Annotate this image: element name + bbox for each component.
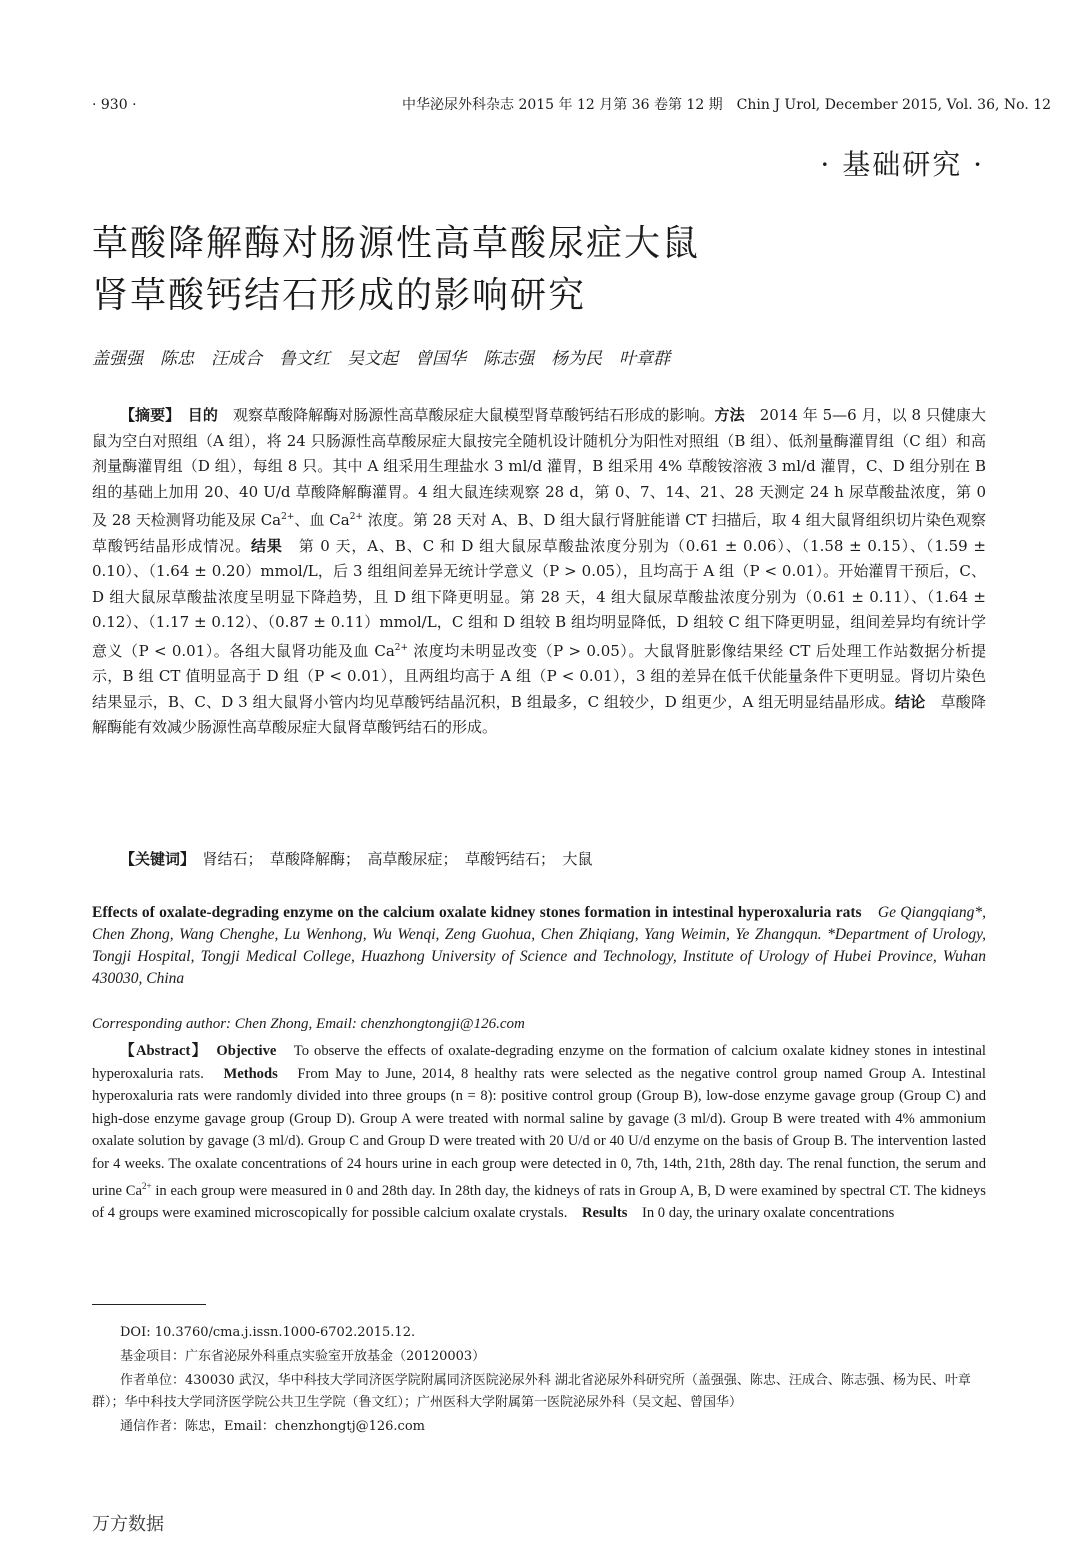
- en-results-label: Results: [581, 1205, 628, 1222]
- footnote-divider: [92, 1304, 206, 1305]
- en-methods-label: Methods: [223, 1065, 278, 1082]
- results-text-a: 第 0 天，A、B、C 和 D 组大鼠尿草酸盐浓度分别为（0.61 ± 0.06）、（1.58 ± 0.15）、（1.59 ± 0.10）、（1.64 ± 0.20）mmol/L，后 3 组组间差异无统计学意义（P > 0.05），且均高于 A 组（P < 0.01）。开始灌胃干预后，C、D 组大鼠尿草酸盐浓度呈明显下降趋势，且 D 组下降更明显。第 28 天，4 组大鼠尿草酸盐浓度分别为（0.61 ± 0.11）、（1.64 ± 0.12）、（1.17 ± 0.12）、（0.87 ± 0.11）mmol/L，C 组和 D 组较 B 组均明显降低，D 组较 C 组下降更明显，组间差异均有统计学意义（P < 0.01）。各组大鼠肾功能及血 Ca: [92, 536, 986, 660]
- title-line-2: 肾草酸钙结石形成的影响研究: [92, 275, 587, 316]
- keywords-text: 肾结石； 草酸降解酶； 高草酸尿症； 草酸钙结石； 大鼠: [202, 850, 593, 868]
- en-results-text: In 0 day, the urinary oxalate concentrations: [641, 1205, 895, 1222]
- ca-superscript: 2+: [349, 512, 363, 522]
- fund-note: 基金项目：广东省泌尿外科重点实验室开放基金（20120003）: [120, 1349, 486, 1364]
- chinese-keywords: [120, 847, 986, 873]
- english-title: Effects of oxalate-degrading enzyme on the calcium oxalate kidney stones formation in intestinal hyperoxaluria rats: [92, 904, 862, 921]
- methods-text-b: 、血 Ca: [294, 511, 350, 529]
- en-methods-text-a: From May to June, 2014, 8 healthy rats were selected as the negative control group named Group A. Intestinal hyperoxaluria rats were randomly divided into three groups (n = 8): positive control group (Group B), low-dose enzyme gavage group (Group C) and high-dose enzyme gavage group (Group D). Group A were treated with normal saline by gavage (3 ml/d). Group B were treated with 4% ammonium oxalate solution by gavage (3 ml/d). Group C and Group D were treated with 20 U/d or 40 U/d enzyme on the basis of Group B. The intervention lasted for 4 weeks. The oxalate concentrations of 24 hours urine in each group were detected in 0, 7th, 14th, 21th, 28th day. The renal function, the serum and urine Ca: [92, 1065, 986, 1199]
- methods-label: 方法: [714, 406, 745, 424]
- conclusion-text: 草酸降解酶能有效减少肠源性高草酸尿症大鼠肾草酸钙结石的形成。: [92, 692, 986, 736]
- english-corresponding-author: Corresponding author: Chen Zhong, Email: chenzhongtongji@126.com: [92, 1016, 525, 1032]
- methods-text-a: 2014 年 5—6 月，以 8 只健康大鼠为空白对照组（A 组），将 24 只肠源性高草酸尿症大鼠按完全随机设计随机分为阳性对照组（B 组）、低剂量酶灌胃组（C 组）和高剂量酶灌胃组（D 组），每组 8 只。其中 A 组采用生理盐水 3 ml/d 灌胃，B 组采用 4% 草酸铵溶液 3 ml/d 灌胃，C、D 组分别在 B 组的基础上加用 20、40 U/d 草酸降解酶灌胃。4 组大鼠连续观察 28 d，第 0、7、14、21、28 天测定 24 h 尿草酸盐浓度，第 0 及 28 天检测肾功能及尿 Ca: [92, 406, 987, 529]
- ca-superscript: 2+: [142, 1181, 152, 1191]
- objective-label: 目的: [187, 406, 218, 424]
- chinese-abstract: [92, 403, 986, 741]
- en-objective-label: Objective: [216, 1043, 277, 1059]
- conclusion-label: 结论: [895, 692, 926, 711]
- english-abstract: [92, 1040, 986, 1225]
- page-number: · 930 ·: [92, 97, 137, 113]
- title-line-1: 草酸降解酶对肠源性高草酸尿症大鼠: [92, 223, 701, 264]
- methods-text-c: 浓度。第 28 天对 A、B、D 组大鼠行肾脏能谱 CT 扫描后，取 4 组大鼠肾组织切片染色观察草酸钙结晶形成情况。: [92, 511, 986, 555]
- ca-superscript: 2+: [394, 642, 409, 653]
- journal-header: 中华泌尿外科杂志 2015 年 12 月第 36 卷第 12 期 Chin J Urol, December 2015, Vol. 36, No. 12: [402, 97, 1052, 113]
- en-objective-text: To observe the effects of oxalate-degrading enzyme on the formation of calcium oxalate kidney stones in intestinal hyperoxaluria rats.: [92, 1043, 986, 1082]
- article-title: [92, 218, 892, 322]
- watermark: 万方数据: [92, 1514, 164, 1535]
- english-authors: Ge Qiangqiang*, Chen Zhong, Wang Chenghe, Lu Wenhong, Wu Wenqi, Zeng Guohua, Chen Zhiqiang, Yang Weimin, Ye Zhangqun. *Department of Urology, Tongji Hospital, Tongji Medical College, Huazhong University of Science and Technology, Institute of Urology of Hubei Province, Wuhan 430030, China: [92, 904, 986, 987]
- affiliation-note: 作者单位：430030 武汉，华中科技大学同济医学院附属同济医院泌尿外科 湖北省泌尿外科研究所（盖强强、陈忠、汪成合、陈志强、杨为民、叶章群）；华中科技大学同济医学院公共卫生学院（鲁文红）；广州医科大学附属第一医院泌尿外科（吴文起、曾国华）: [92, 1373, 971, 1410]
- footnotes: [92, 1322, 986, 1440]
- keywords-label: 【关键词】: [120, 850, 188, 868]
- abstract-label: 【摘要】: [120, 406, 173, 424]
- ca-superscript: 2+: [281, 512, 295, 522]
- section-label: · 基础研究 ·: [820, 148, 984, 181]
- english-title-block: [92, 902, 986, 990]
- results-label: 结果: [250, 536, 283, 555]
- en-abstract-label: 【Abstract】: [120, 1043, 201, 1059]
- corresponding-note: 通信作者：陈忠，Email：chenzhongtj@126.com: [120, 1419, 425, 1434]
- author-list: 盖强强 陈忠 汪成合 鲁文红 吴文起 曾国华 陈志强 杨为民 叶章群: [92, 349, 670, 369]
- results-text-b: 浓度均未明显改变（P > 0.05）。大鼠肾脏影像结果经 CT 后处理工作站数据分析提示，B 组 CT 值明显高于 D 组（P < 0.01），且两组均高于 A 组（P < 0.01），3 组的差异在低千伏能量条件下更明显。肾切片染色结果显示，B、C、D 3 组大鼠肾小管内均见草酸钙结晶沉积，B 组最多，C 组较少，D 组更少，A 组无明显结晶形成。: [92, 641, 986, 711]
- objective-text: 观察草酸降解酶对肠源性高草酸尿症大鼠模型肾草酸钙结石形成的影响。: [232, 406, 715, 424]
- doi-note: DOI: 10.3760/cma.j.issn.1000-6702.2015.12.: [120, 1325, 416, 1340]
- en-methods-text-b: in each group were measured in 0 and 28th day. In 28th day, the kidneys of rats in Group A, B, D were examined by spectral CT. The kidneys of 4 groups were examined microscopically for possible calcium oxalate crystals.: [92, 1182, 986, 1222]
